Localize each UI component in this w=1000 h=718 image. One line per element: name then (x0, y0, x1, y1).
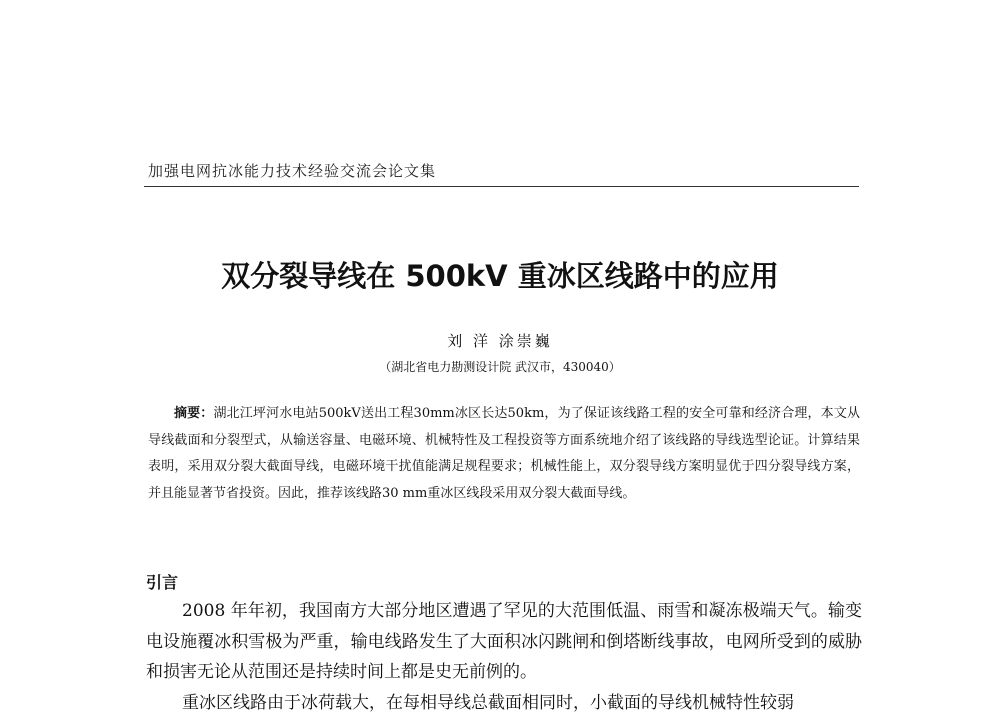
body-paragraph-1: 2008 年年初，我国南方大部分地区遭遇了罕见的大范围低温、雨雪和凝冻极端天气。输变电设施覆冰积雪极为严重，输电线路发生了大面积冰闪跳闸和倒塔断线事故，电网所受到的威胁和损害无论从范围还是持续时间上都是史无前例的。 (146, 596, 862, 688)
running-head: 加强电网抗冰能力技术经验交流会论文集 (148, 160, 436, 181)
header-rule (144, 186, 859, 187)
section-heading-introduction: 引言 (146, 570, 178, 593)
paper-affiliation: （湖北省电力勘测设计院 武汉市，430040） (0, 358, 1000, 375)
abstract-label: 摘要： (174, 406, 213, 421)
abstract-text: 湖北江坪河水电站500kV送出工程30mm冰区长达50km，为了保证该线路工程的安全可靠和经济合理，本文从导线截面和分裂型式，从输送容量、电磁环境、机械特性及工程投资等方面系统地介绍了该线路的导线选型论证。计算结果表明，采用双分裂大截面导线，电磁环境干扰值能满足规程要求；机械性能上，双分裂导线方案明显优于四分裂导线方案，并且能显著节省投资。因此，推荐该线路30 mm重冰区线段采用双分裂大截面导线。 (148, 406, 860, 501)
abstract (148, 401, 860, 507)
body-text (146, 596, 862, 718)
paper-authors: 刘 洋 涂崇巍 (0, 330, 1000, 351)
body-paragraph-2: 重冰区线路由于冰荷载大，在每相导线总截面相同时，小截面的导线机械特性较弱 (146, 688, 862, 718)
paper-title: 双分裂导线在 500kV 重冰区线路中的应用 (0, 254, 1000, 295)
